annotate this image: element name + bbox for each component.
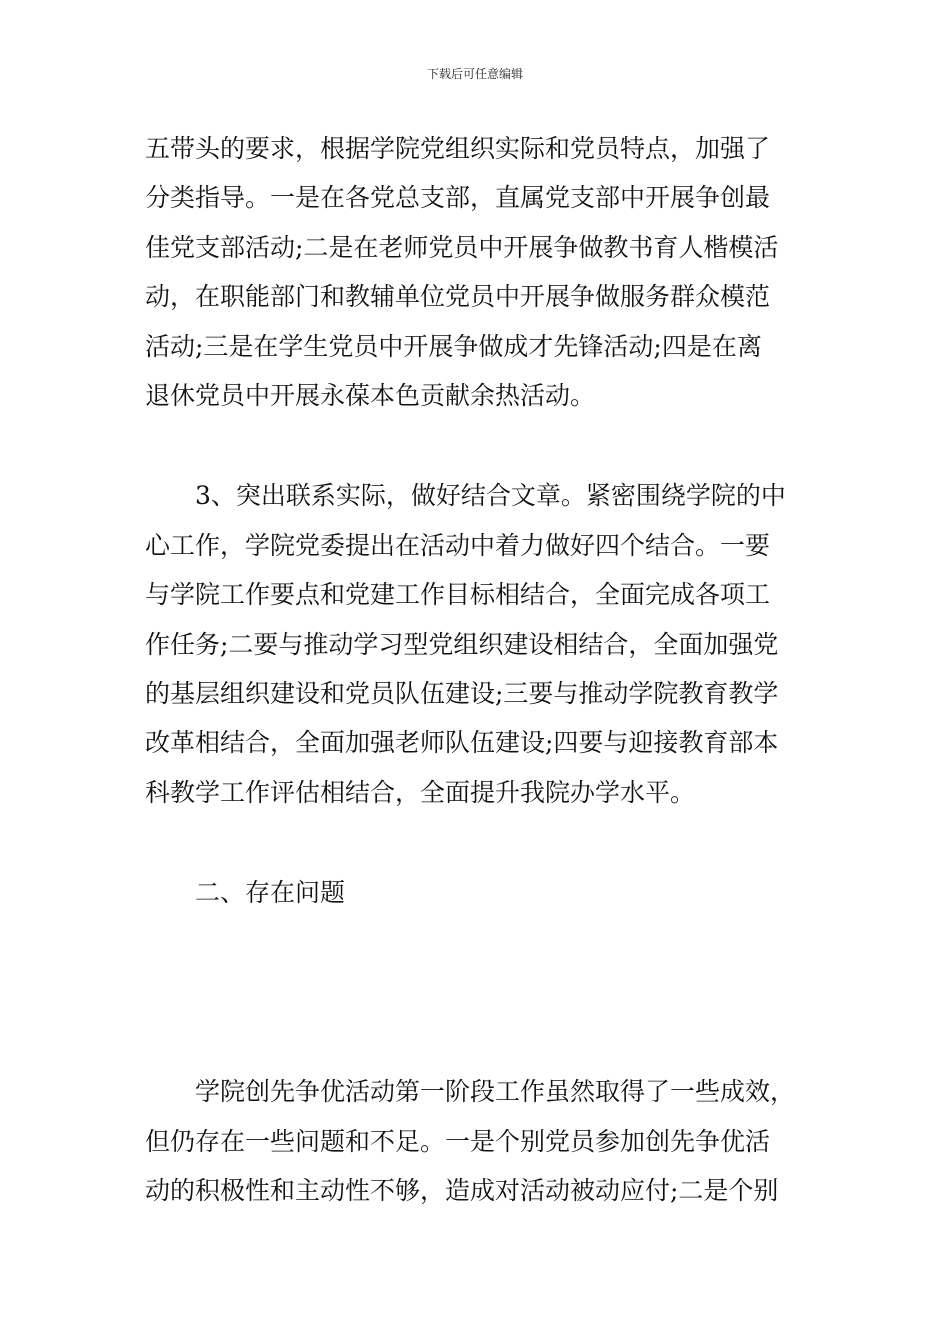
- document-body: [145, 124, 835, 1216]
- paragraph-line: 佳党支部活动;二是在老师党员中开展争做教书育人楷模活: [145, 232, 779, 262]
- paragraph-line: 退休党员中开展永葆本色贡献余热活动。: [145, 380, 596, 410]
- paragraph-line: 与学院工作要点和党建工作目标相结合，全面完成各项工: [145, 580, 771, 610]
- paragraph-line: 五带头的要求，根据学院党组织实际和党员特点，加强了: [145, 134, 771, 163]
- paragraph-problems: [145, 1067, 835, 1215]
- paragraph-line: 作任务;二要与推动学习型党组织建设相结合，全面加强党: [145, 629, 779, 659]
- paragraph-line: 活动;三是在学生党员中开展争做成才先锋活动;四是在离: [145, 331, 762, 361]
- section-heading: [145, 868, 835, 917]
- paragraph-line: 心工作，学院党委提出在活动中着力做好四个结合。一要: [145, 530, 771, 560]
- page-header-note: 下载后可任意编辑: [426, 67, 523, 81]
- paragraph-spacer: [145, 817, 835, 868]
- paragraph-item-3: [145, 471, 835, 817]
- paragraph-line: 改革相结合，全面加强老师队伍建设;四要与迎接教育部本: [145, 728, 779, 758]
- section-heading-text: 二、存在问题: [195, 878, 346, 908]
- paragraph-spacer: [145, 917, 835, 1067]
- paragraph-line: 动，在职能部门和教辅单位党员中开展争做服务群众模范: [145, 282, 771, 312]
- paragraph-line: 分类指导。一是在各党总支部，直属党支部中开展争创最: [145, 183, 771, 213]
- paragraph-line: 学院创先争优活动第一阶段工作虽然取得了一些成效，: [195, 1077, 796, 1107]
- paragraph-spacer: [145, 420, 835, 471]
- paragraph-line: 的基层组织建设和党员队伍建设;三要与推动学院教育教学: [145, 678, 779, 708]
- paragraph-line: 科教学工作评估相结合，全面提升我院办学水平。: [145, 777, 696, 807]
- paragraph-line: 动的积极性和主动性不够，造成对活动被动应付;二是个别: [145, 1176, 779, 1206]
- paragraph-line: 但仍存在一些问题和不足。一是个别党员参加创先争优活: [145, 1126, 771, 1156]
- paragraph-continued: [145, 124, 835, 420]
- paragraph-line: 3、突出联系实际，做好结合文章。紧密围绕学院的中: [195, 481, 786, 511]
